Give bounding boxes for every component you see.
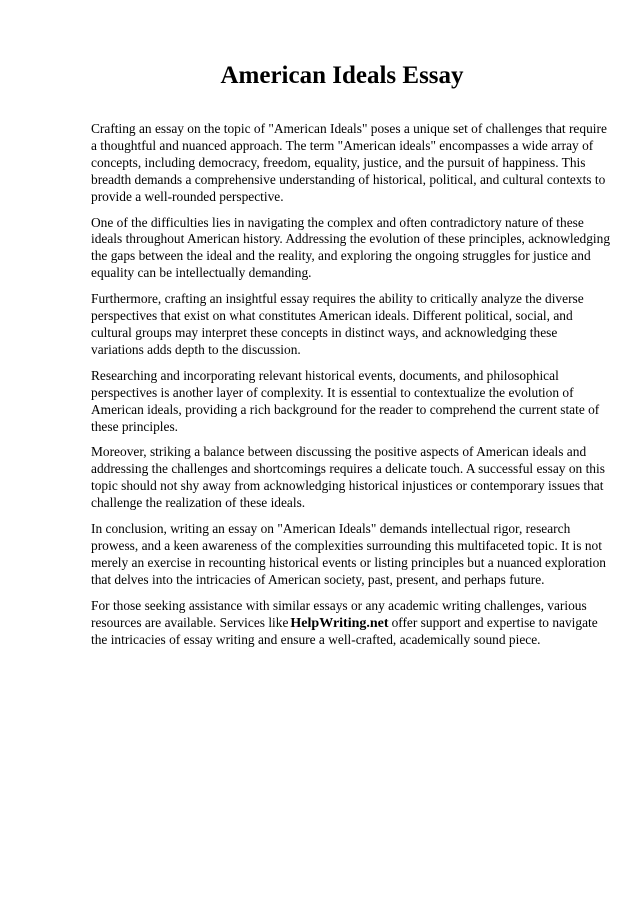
paragraph-3: Furthermore, crafting an insightful essay requires the ability to critically analyze the diverse perspectives that exist on what constitutes American ideals. Different political, social, and cultural groups may interpret these concepts in distinct ways, and acknowledging these variations adds depth to the discussion. [91, 291, 584, 357]
paragraph-1: Crafting an essay on the topic of "American Ideals" poses a unique set of challenges that require a thoughtful and nuanced approach. The term "American ideals" encompasses a wide array of concepts, including democracy, freedom, equality, justice, and the pursuit of happiness. This breadth demands a comprehensive understanding of historical, political, and cultural contexts to provide a well-rounded perspective. [91, 121, 607, 204]
closing-text-before: For those seeking assistance with similar essays or any academic writing challenges, various resources are available. Services like [91, 597, 587, 630]
document-title: American Ideals Essay [220, 62, 464, 89]
document-body [91, 121, 611, 658]
paragraph-2: One of the difficulties lies in navigating the complex and often contradictory nature of these ideals throughout American history. Addressing the evolution of these principles, acknowledging the gaps between the ideal and the reality, and exploring the ongoing struggles for justice and equality can be intellectually demanding. [91, 214, 611, 281]
paragraph-4: Researching and incorporating relevant historical events, documents, and philosophical perspectives is another layer of complexity. It is essential to contextualize the evolution of American ideals, providing a rich background for the reader to comprehend the current state of these principles. [91, 367, 600, 434]
closing-text-after: offer support and expertise to navigate the intricacies of essay writing and ensure a well-crafted, academically sound piece. [91, 614, 598, 648]
paragraph-7-closing [91, 598, 611, 650]
brand-name: HelpWriting.net [290, 615, 389, 631]
paragraph-5: Moreover, striking a balance between discussing the positive aspects of American ideals and addressing the challenges and shortcomings requires a delicate touch. A successful essay on this topic should not shy away from acknowledging historical injustices or contemporary issues that challenge the realization of these ideals. [91, 444, 605, 511]
paragraph-6: In conclusion, writing an essay on "American Ideals" demands intellectual rigor, research prowess, and a keen awareness of the complexities surrounding this multifaceted topic. It is not merely an exercise in recounting historical events or listing principles but a nuanced exploration that delves into the intricacies of American society, past, present, and perhaps future. [91, 521, 607, 587]
